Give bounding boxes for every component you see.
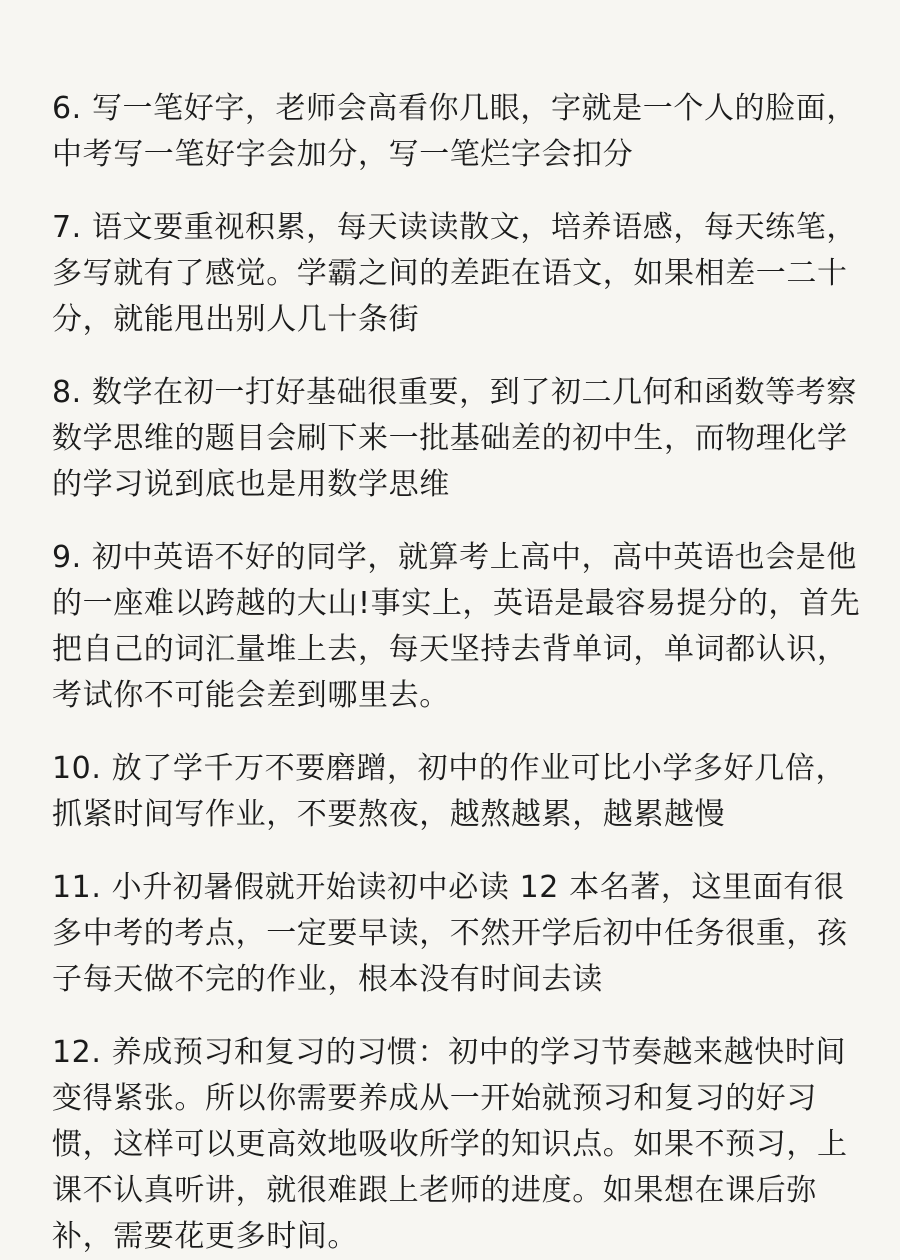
tip-item-9: 9. 初中英语不好的同学，就算考上高中，高中英语也会是他的一座难以跨越的大山!事实上，英语是最容易提分的，首先把自己的词汇量堆上去，每天坚持去背单词，单词都认识，考试你不可能会差到哪里去。 [52, 540, 861, 713]
tip-item-6: 6. 写一笔好字，老师会高看你几眼，字就是一个人的脸面，中考写一笔好字会加分，写一笔烂字会扣分 [52, 91, 857, 172]
tip-item-7: 7. 语文要重视积累，每天读读散文，培养语感，每天练笔，多写就有了感觉。学霸之间的差距在语文，如果相差一二十分，就能甩出别人几十条街 [52, 210, 857, 337]
tip-item-8: 8. 数学在初一打好基础很重要，到了初二几何和函数等考察数学思维的题目会刷下来一批基础差的初中生，而物理化学的学习说到底也是用数学思维 [52, 375, 857, 502]
tip-item-11: 11. 小升初暑假就开始读初中必读 12 本名著，这里面有很多中考的考点，一定要早读，不然开学后初中任务很重，孩子每天做不完的作业，根本没有时间去读 [52, 870, 848, 997]
tip-item-12: 12. 养成预习和复习的习惯：初中的学习节奏越来越快时间变得紧张。所以你需要养成从一开始就预习和复习的好习惯，这样可以更高效地吸收所学的知识点。如果不预习，上课不认真听讲，就很难跟上老师的进度。如果想在课后弥补，需要花更多时间。 [52, 1035, 848, 1254]
tip-item-10: 10. 放了学千万不要磨蹭，初中的作业可比小学多好几倍，抓紧时间写作业，不要熬夜，越熬越累，越累越慢 [52, 751, 847, 832]
